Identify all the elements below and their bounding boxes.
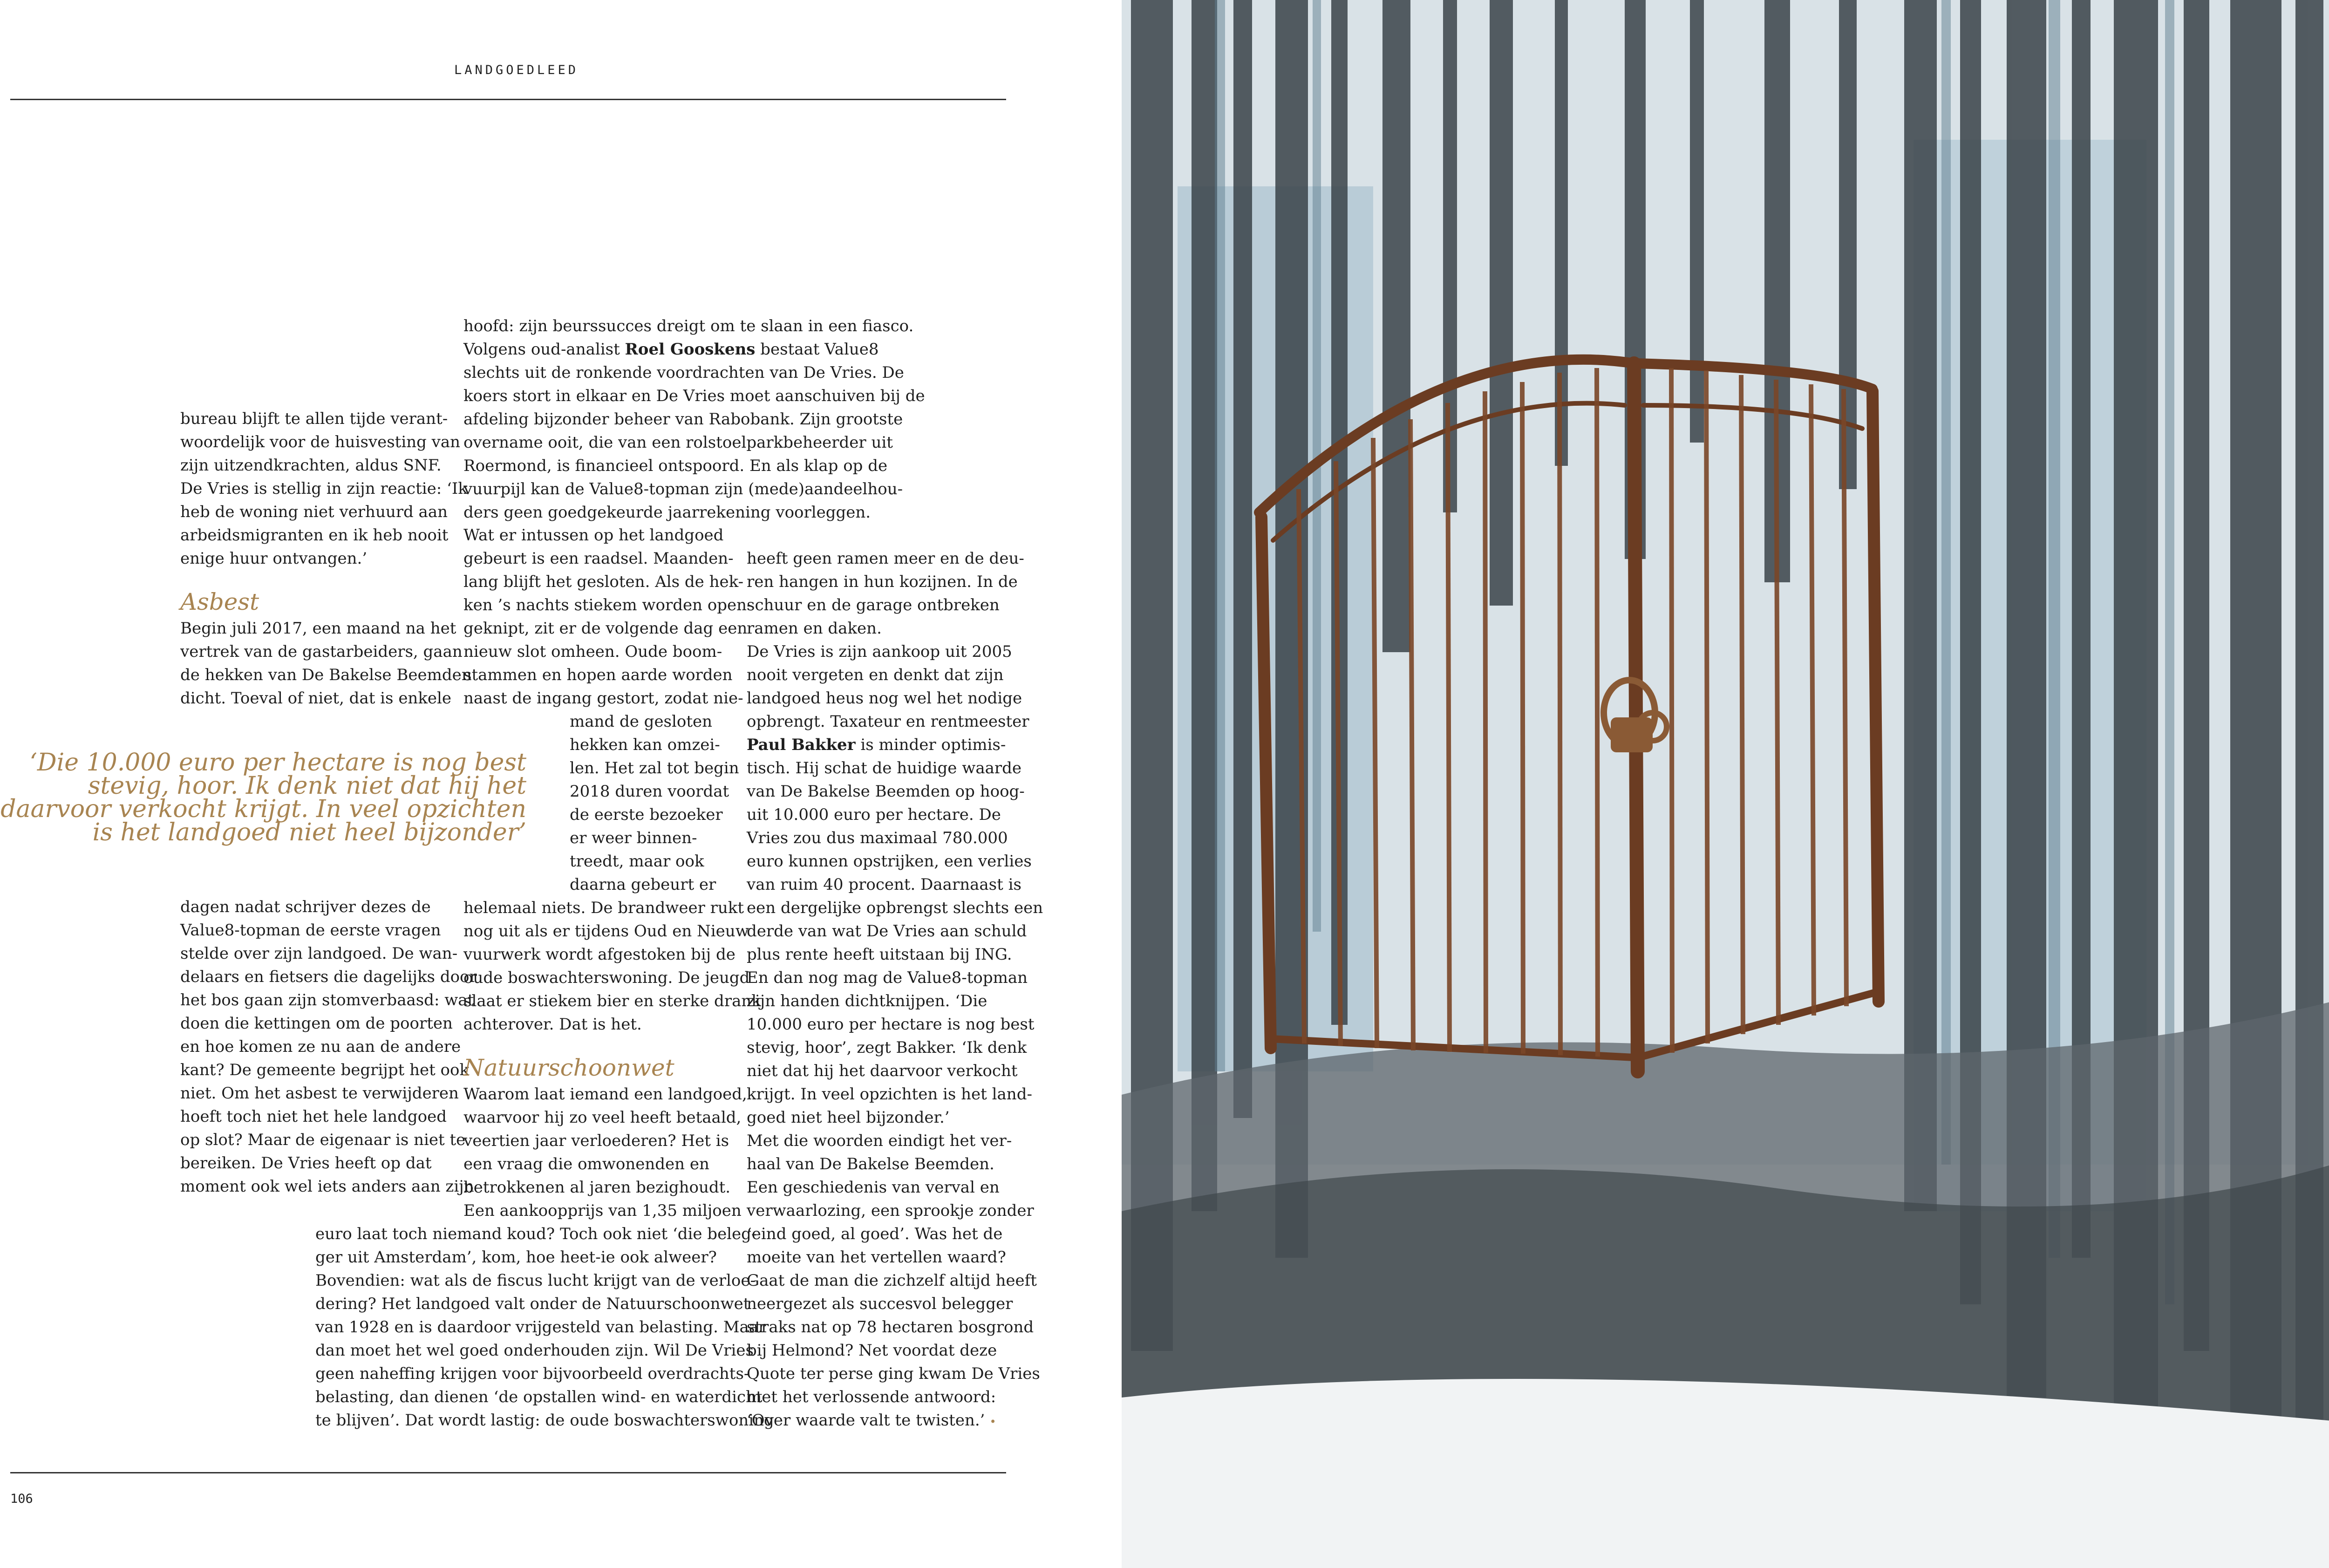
text-line: ken ’s nachts stiekem worden open- bbox=[463, 596, 752, 614]
text-line: bij Helmond? Net voordat deze bbox=[747, 1341, 997, 1360]
column-2-narrow bbox=[570, 710, 739, 896]
text-line: euro laat toch niemand koud? Toch ook niet ‘die beleg- bbox=[315, 1225, 757, 1243]
end-mark: • bbox=[989, 1415, 996, 1428]
text-line: Een aankoopprijs van 1,35 miljoen bbox=[463, 1201, 742, 1220]
text-line: Volgens oud-analist Roel Gooskens bestaat Value8 bbox=[463, 340, 879, 359]
section-heading-natuurschoonwet: Natuurschoonwet bbox=[463, 1054, 674, 1081]
text-line: ramen en daken. bbox=[747, 619, 882, 638]
column-1-asbest-text bbox=[180, 617, 472, 710]
wide-bottom-text bbox=[315, 1222, 774, 1432]
text-line: Waarom laat iemand een landgoed, bbox=[463, 1085, 747, 1104]
text-line: hekken kan omzei- bbox=[570, 736, 720, 754]
column-2-lower bbox=[463, 896, 761, 1036]
text-line: daarna gebeurt er bbox=[570, 875, 716, 894]
pull-quote bbox=[0, 751, 526, 844]
text-line: Bovendien: wat als de fiscus lucht krijgt van de verloe- bbox=[315, 1271, 756, 1290]
text-line: er weer binnen- bbox=[570, 829, 697, 847]
text-line: niet. Om het asbest te verwijderen bbox=[180, 1084, 459, 1103]
text-line: overname ooit, die van een rolstoelparkbeheerder uit bbox=[463, 433, 893, 452]
text-line: met het verlossende antwoord: bbox=[747, 1388, 996, 1406]
text-line: een vraag die omwonenden en bbox=[463, 1155, 709, 1173]
illustration-forest-gate bbox=[1122, 0, 2329, 1568]
left-page bbox=[0, 0, 1118, 1568]
text-line: uit 10.000 euro per hectare. De bbox=[747, 805, 1001, 824]
text-line: goed niet heel bijzonder.’ bbox=[747, 1108, 950, 1127]
text-line: hoeft toch niet het hele landgoed bbox=[180, 1107, 447, 1126]
text-line: Wat er intussen op het landgoed bbox=[463, 526, 724, 545]
text-line: Vries zou dus maximaal 780.000 bbox=[747, 829, 1008, 847]
top-rule bbox=[10, 99, 1006, 100]
text-line: len. Het zal tot begin bbox=[570, 759, 739, 777]
text-line: betrokkenen al jaren bezighoudt. bbox=[463, 1178, 731, 1197]
text-line: veertien jaar verloederen? Het is bbox=[463, 1132, 729, 1150]
text-line: en hoe komen ze nu aan de andere bbox=[180, 1037, 461, 1056]
text-line: verwaarlozing, een sprookje zonder bbox=[747, 1201, 1034, 1220]
text-line: achterover. Dat is het. bbox=[463, 1015, 642, 1034]
text-line: nooit vergeten en denkt dat zijn bbox=[747, 666, 1004, 684]
text-line: lang blijft het gesloten. Als de hek- bbox=[463, 573, 744, 591]
text-line: De Vries is zijn aankoop uit 2005 bbox=[747, 642, 1012, 661]
text-line: slaat er stiekem bier en sterke drank bbox=[463, 992, 761, 1010]
text-line: straks nat op 78 hectaren bosgrond bbox=[747, 1318, 1034, 1336]
text-line: woordelijk voor de huisvesting van bbox=[180, 433, 461, 451]
text-line: enige huur ontvangen.’ bbox=[180, 549, 368, 568]
text-line: neergezet als succesvol belegger bbox=[747, 1295, 1013, 1313]
text-line: van 1928 en is daardoor vrijgesteld van belasting. Maar bbox=[315, 1318, 766, 1336]
text-line: niet dat hij het daarvoor verkocht bbox=[747, 1062, 1018, 1080]
text-line: nog uit als er tijdens Oud en Nieuw bbox=[463, 922, 749, 941]
text-line: stevig, hoor’, zegt Bakker. ‘Ik denk bbox=[747, 1038, 1027, 1057]
bottom-rule bbox=[10, 1472, 1006, 1473]
text-line: gebeurt is een raadsel. Maanden- bbox=[463, 549, 734, 568]
text-line: geen naheffing krijgen voor bijvoorbeeld overdrachts- bbox=[315, 1364, 749, 1383]
text-line: is het landgoed niet heel bijzonder’ bbox=[92, 818, 526, 846]
text-line: op slot? Maar de eigenaar is niet te bbox=[180, 1131, 466, 1149]
text-line: 10.000 euro per hectare is nog best bbox=[747, 1015, 1035, 1034]
text-line: vertrek van de gastarbeiders, gaan bbox=[180, 642, 463, 661]
text-line: De Vries is stellig in zijn reactie: ‘Ik bbox=[180, 479, 468, 498]
text-line: doen die kettingen om de poorten bbox=[180, 1014, 453, 1033]
text-line: schuur en de garage ontbreken bbox=[747, 596, 1000, 614]
text-line: heeft geen ramen meer en de deu- bbox=[747, 549, 1024, 568]
text-line: En dan nog mag de Value8-topman bbox=[747, 968, 1028, 987]
name-roel-gooskens: Roel Gooskens bbox=[625, 340, 756, 359]
text-line: mand de gesloten bbox=[570, 712, 713, 731]
text-line: de hekken van De Bakelse Beemden bbox=[180, 666, 472, 684]
text-line: van De Bakelse Beemden op hoog- bbox=[747, 782, 1025, 801]
text-line: geknipt, zit er de volgende dag een bbox=[463, 619, 748, 638]
text-line: zijn uitzendkrachten, aldus SNF. bbox=[180, 456, 442, 475]
column-2-natuur-text bbox=[463, 1083, 747, 1222]
running-head: LANDGOEDLEED bbox=[454, 63, 579, 77]
text-line: dicht. Toeval of niet, dat is enkele bbox=[180, 689, 452, 708]
text-line: Quote ter perse ging kwam De Vries bbox=[747, 1364, 1040, 1383]
column-2-top bbox=[463, 314, 925, 524]
text-line: arbeidsmigranten en ik heb nooit bbox=[180, 526, 449, 545]
text-line: ‘eind goed, al goed’. Was het de bbox=[747, 1225, 1003, 1243]
text-line: tisch. Hij schat de huidige waarde bbox=[747, 759, 1022, 777]
text-line: 2018 duren voordat bbox=[570, 782, 729, 801]
text-line: een dergelijke opbrengst slechts een bbox=[747, 899, 1043, 917]
text-line: waarvoor hij zo veel heeft betaald, bbox=[463, 1108, 742, 1127]
text-line: de eerste bezoeker bbox=[570, 805, 723, 824]
text-line: euro kunnen opstrijken, een verlies bbox=[747, 852, 1032, 871]
text-line: kant? De gemeente begrijpt het ook bbox=[180, 1061, 470, 1079]
text-line: Paul Bakker is minder optimis- bbox=[747, 736, 1006, 754]
text-line: slechts uit de ronkende voordrachten van De Vries. De bbox=[463, 363, 904, 382]
text-line: treedt, maar ook bbox=[570, 852, 704, 871]
illustration-svg bbox=[1122, 0, 2329, 1568]
text-line: Value8-topman de eerste vragen bbox=[180, 921, 441, 940]
text-line: stelde over zijn landgoed. De wan- bbox=[180, 944, 458, 963]
text-line: moment ook wel iets anders aan zijn bbox=[180, 1177, 474, 1196]
text-line: plus rente heeft uitstaan bij ING. bbox=[747, 945, 1012, 964]
text-line: Begin juli 2017, een maand na het bbox=[180, 619, 456, 638]
text-line: Roermond, is financieel ontspoord. En als klap op de bbox=[463, 457, 888, 475]
text-line: ‘Die 10.000 euro per hectare is nog best bbox=[29, 749, 526, 777]
section-heading-asbest: Asbest bbox=[180, 588, 259, 615]
text-line: dering? Het landgoed valt onder de Natuurschoonwet bbox=[315, 1295, 750, 1313]
text-line: landgoed heus nog wel het nodige bbox=[747, 689, 1022, 708]
text-line: stevig, hoor. Ik denk niet dat hij het bbox=[88, 772, 526, 800]
text-line: opbrengt. Taxateur en rentmeester bbox=[747, 712, 1029, 731]
text-line: afdeling bijzonder beheer van Rabobank. Zijn grootste bbox=[463, 410, 903, 429]
text-line: Gaat de man die zichzelf altijd heeft bbox=[747, 1271, 1037, 1290]
text-line: ger uit Amsterdam’, kom, hoe heet-ie ook alweer? bbox=[315, 1248, 717, 1267]
text-line: zijn handen dichtknijpen. ‘Die bbox=[747, 992, 987, 1010]
column-1-bottom bbox=[180, 895, 477, 1198]
text-line: dagen nadat schrijver dezes de bbox=[180, 898, 431, 916]
text-line: te blijven’. Dat wordt lastig: de oude boswachterswoning bbox=[315, 1411, 774, 1430]
page-number: 106 bbox=[10, 1492, 33, 1506]
text-line: van ruim 40 procent. Daarnaast is bbox=[747, 875, 1021, 894]
text-line: haal van De Bakelse Beemden. bbox=[747, 1155, 994, 1173]
text-line: vuurpijl kan de Value8-topman zijn (mede)aandeelhou- bbox=[463, 480, 903, 498]
text-line: delaars en fietsers die dagelijks door bbox=[180, 968, 477, 986]
column-2-mid bbox=[463, 524, 752, 710]
text-line: heb de woning niet verhuurd aan bbox=[180, 503, 448, 521]
heading-asbest-block bbox=[180, 588, 259, 616]
column-1-top bbox=[180, 407, 468, 570]
text-line: daarvoor verkocht krijgt. In veel opzichten bbox=[0, 795, 526, 823]
text-line: het bos gaan zijn stomverbaasd: wat bbox=[180, 991, 474, 1009]
text-line: ‘Over waarde valt te twisten.’ • bbox=[747, 1411, 996, 1430]
text-line: ren hangen in hun kozijnen. In de bbox=[747, 573, 1018, 591]
heading-natuur-block bbox=[463, 1054, 674, 1082]
text-line: moeite van het vertellen waard? bbox=[747, 1248, 1006, 1267]
text-line: Met die woorden eindigt het ver- bbox=[747, 1132, 1012, 1150]
text-line: Een geschiedenis van verval en bbox=[747, 1178, 1000, 1197]
text-line: helemaal niets. De brandweer rukt bbox=[463, 899, 744, 917]
text-line: oude boswachterswoning. De jeugd bbox=[463, 968, 750, 987]
text-line: krijgt. In veel opzichten is het land- bbox=[747, 1085, 1032, 1104]
text-line: derde van wat De Vries aan schuld bbox=[747, 922, 1027, 941]
name-paul-bakker: Paul Bakker bbox=[747, 736, 856, 754]
text-line: belasting, dan dienen ‘de opstallen wind- en waterdicht bbox=[315, 1388, 763, 1406]
text-line: koers stort in elkaar en De Vries moet aanschuiven bij de bbox=[463, 387, 925, 405]
text-line: vuurwerk wordt afgestoken bij de bbox=[463, 945, 735, 964]
text-line: hoofd: zijn beurssucces dreigt om te slaan in een fiasco. bbox=[463, 317, 914, 335]
column-3 bbox=[747, 547, 1043, 1433]
text-line: stammen en hopen aarde worden bbox=[463, 666, 733, 684]
text-line: dan moet het wel goed onderhouden zijn. Wil De Vries bbox=[315, 1341, 754, 1360]
text-line: bereiken. De Vries heeft op dat bbox=[180, 1154, 432, 1173]
text-line: naast de ingang gestort, zodat nie- bbox=[463, 689, 743, 708]
text-line: bureau blijft te allen tijde verant- bbox=[180, 409, 448, 428]
text-line: nieuw slot omheen. Oude boom- bbox=[463, 642, 722, 661]
text-line: ders geen goedgekeurde jaarrekening voorleggen. bbox=[463, 503, 871, 522]
